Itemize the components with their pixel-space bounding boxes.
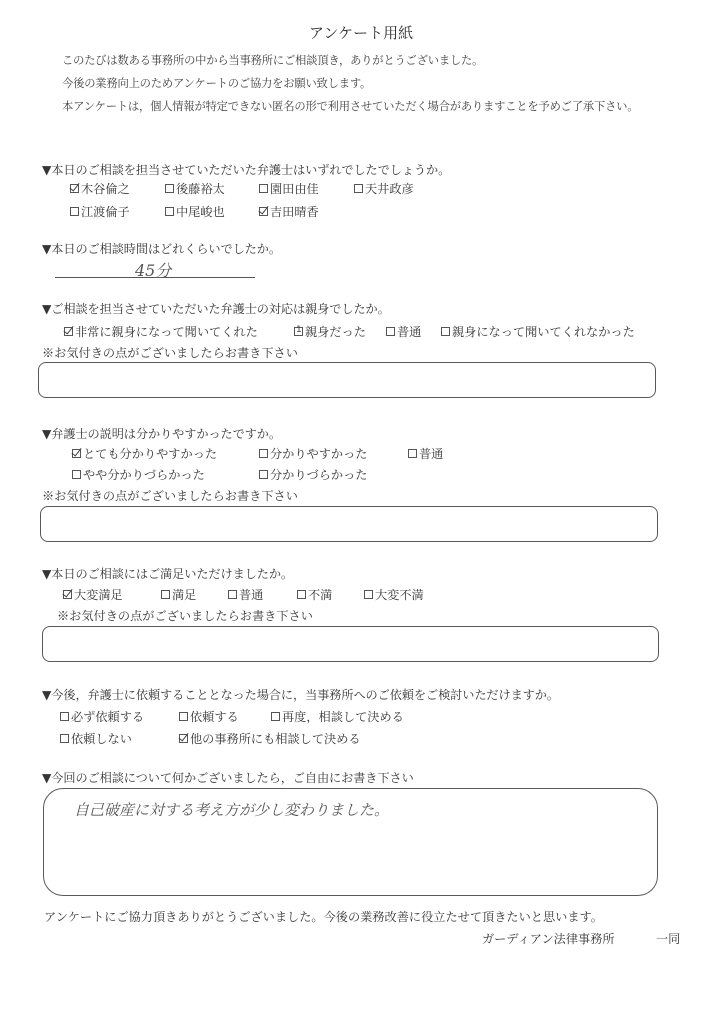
- question-free-comment: ▼今回のご相談について何かございましたら，ご自由にお書き下さい: [42, 771, 414, 785]
- option-lawyer-amai[interactable]: [354, 180, 414, 197]
- comment-box-attentiveness[interactable]: [38, 362, 656, 398]
- checkbox-checked-icon[interactable]: [70, 184, 79, 193]
- option-label: 後藤裕太: [176, 182, 225, 196]
- intro-line-3: 本アンケートは，個人情報が特定できない匿名の形で利用させていただく場合がありますことを予めご了承下さい。: [62, 100, 639, 113]
- checkbox-icon[interactable]: [271, 712, 280, 721]
- option-label: 非常に親身になって聞いてくれた: [75, 325, 258, 339]
- question-duration: ▼本日のご相談時間はどれくらいでしたか。: [42, 242, 281, 256]
- comment-box-clarity[interactable]: [40, 506, 658, 542]
- option-label: 必ず依頼する: [71, 710, 145, 724]
- option-consult-other-offices[interactable]: [179, 730, 361, 747]
- checkbox-icon[interactable]: [259, 184, 268, 193]
- checkbox-icon[interactable]: [165, 184, 174, 193]
- intro-line-1: このたびは数ある事務所の中から当事務所にご相談頂き，ありがとうございました。: [62, 54, 484, 67]
- option-label: 満足: [172, 588, 197, 602]
- checkbox-icon[interactable]: [179, 712, 188, 721]
- checkbox-icon[interactable]: [228, 590, 237, 599]
- office-name: ガーディアン法律事務所: [482, 932, 615, 946]
- question-lawyer: ▼本日のご相談を担当させていただいた弁護士はいずれでしたでしょうか。: [42, 163, 451, 177]
- option-not-attentive[interactable]: [441, 323, 635, 340]
- option-label: 普通: [397, 325, 422, 339]
- checkbox-icon[interactable]: [165, 207, 174, 216]
- option-label: 他の事務所にも相談して決める: [190, 732, 361, 746]
- option-clarity-normal[interactable]: [408, 445, 443, 462]
- option-definitely-request[interactable]: [60, 708, 144, 725]
- checkbox-marked-icon[interactable]: [294, 327, 303, 336]
- footer-thanks: アンケートにご協力頂きありがとうございました。今後の業務改善に役立たせて頂きたいと思います。: [44, 910, 603, 924]
- option-request[interactable]: [179, 708, 239, 725]
- option-very-dissatisfied[interactable]: [364, 586, 424, 603]
- comment-note: ※お気付きの点がございましたらお書き下さい: [42, 346, 298, 360]
- option-label: 普通: [419, 447, 444, 461]
- option-label: 木谷倫之: [81, 182, 130, 196]
- checkbox-icon[interactable]: [441, 327, 450, 336]
- question-clarity: ▼弁護士の説明は分かりやすかったですか。: [42, 427, 281, 441]
- signoff: 一同: [656, 932, 681, 946]
- option-label: 普通: [239, 588, 264, 602]
- option-label: 大変満足: [74, 588, 123, 602]
- option-clear[interactable]: [259, 445, 368, 462]
- free-comment-text: 自己破産に対する考え方が少し変わりました。: [74, 801, 390, 819]
- question-future-request: ▼今後，弁護士に依頼することとなった場合に，当事務所へのご依頼をご検討いただけますか。: [42, 688, 559, 702]
- duration-answer-line: [55, 277, 255, 278]
- option-consult-again[interactable]: [271, 708, 404, 725]
- option-label: 吉田晴香: [270, 205, 319, 219]
- checkbox-icon[interactable]: [259, 449, 268, 458]
- checkbox-checked-icon[interactable]: [63, 590, 72, 599]
- option-very-attentive[interactable]: [64, 323, 258, 340]
- checkbox-icon[interactable]: [70, 207, 79, 216]
- option-label: 親身だった: [305, 325, 366, 339]
- checkbox-icon[interactable]: [60, 712, 69, 721]
- question-attentiveness: ▼ご相談を担当させていただいた弁護士の対応は親身でしたか。: [42, 302, 390, 316]
- free-comment-box[interactable]: [43, 788, 658, 896]
- option-label: 不満: [308, 588, 333, 602]
- option-label: やや分かりづらかった: [83, 468, 205, 482]
- page-title: アンケート用紙: [309, 24, 414, 42]
- option-label: 分かりづらかった: [270, 468, 368, 482]
- option-unclear[interactable]: [259, 466, 368, 483]
- option-lawyer-sonoda[interactable]: [259, 180, 319, 197]
- option-dissatisfied[interactable]: [297, 586, 332, 603]
- checkbox-icon[interactable]: [259, 470, 268, 479]
- duration-answer[interactable]: 45分: [135, 261, 172, 280]
- question-satisfaction: ▼本日のご相談にはご満足いただけましたか。: [42, 567, 294, 581]
- checkbox-icon[interactable]: [354, 184, 363, 193]
- comment-box-satisfaction[interactable]: [42, 626, 659, 662]
- checkbox-checked-icon[interactable]: [64, 327, 73, 336]
- option-label: 天井政彦: [365, 182, 414, 196]
- option-somewhat-unclear[interactable]: [72, 466, 205, 483]
- option-very-clear[interactable]: [72, 445, 217, 462]
- option-label: 依頼する: [190, 710, 239, 724]
- checkbox-icon[interactable]: [72, 470, 81, 479]
- checkbox-icon[interactable]: [408, 449, 417, 458]
- option-very-satisfied[interactable]: [63, 586, 123, 603]
- checkbox-icon[interactable]: [161, 590, 170, 599]
- comment-note: ※お気付きの点がございましたらお書き下さい: [57, 609, 313, 623]
- option-label: 分かりやすかった: [270, 447, 368, 461]
- checkbox-checked-icon[interactable]: [179, 734, 188, 743]
- option-lawyer-kitani[interactable]: [70, 180, 130, 197]
- option-lawyer-nakao[interactable]: [165, 203, 225, 220]
- option-lawyer-eto[interactable]: [70, 203, 130, 220]
- option-lawyer-goto[interactable]: [165, 180, 225, 197]
- option-lawyer-yoshida[interactable]: [259, 203, 319, 220]
- comment-note: ※お気付きの点がございましたらお書き下さい: [42, 489, 298, 503]
- option-label: 園田由佳: [270, 182, 319, 196]
- option-satisfied[interactable]: [161, 586, 196, 603]
- intro-line-2: 今後の業務向上のためアンケートのご協力をお願い致します。: [62, 77, 372, 90]
- option-attentive[interactable]: [294, 323, 366, 340]
- checkbox-icon[interactable]: [60, 734, 69, 743]
- checkbox-checked-icon[interactable]: [259, 207, 268, 216]
- option-not-request[interactable]: [60, 730, 132, 747]
- option-normal[interactable]: [386, 323, 421, 340]
- option-label: とても分かりやすかった: [83, 447, 218, 461]
- option-label: 江渡倫子: [81, 205, 130, 219]
- option-label: 再度，相談して決める: [282, 710, 404, 724]
- checkbox-icon[interactable]: [386, 327, 395, 336]
- checkbox-checked-icon[interactable]: [72, 449, 81, 458]
- option-label: 中尾峻也: [176, 205, 225, 219]
- option-label: 親身になって聞いてくれなかった: [452, 325, 635, 339]
- option-label: 依頼しない: [71, 732, 132, 746]
- option-label: 大変不満: [375, 588, 424, 602]
- option-satisfaction-normal[interactable]: [228, 586, 263, 603]
- checkbox-icon[interactable]: [364, 590, 373, 599]
- checkbox-icon[interactable]: [297, 590, 306, 599]
